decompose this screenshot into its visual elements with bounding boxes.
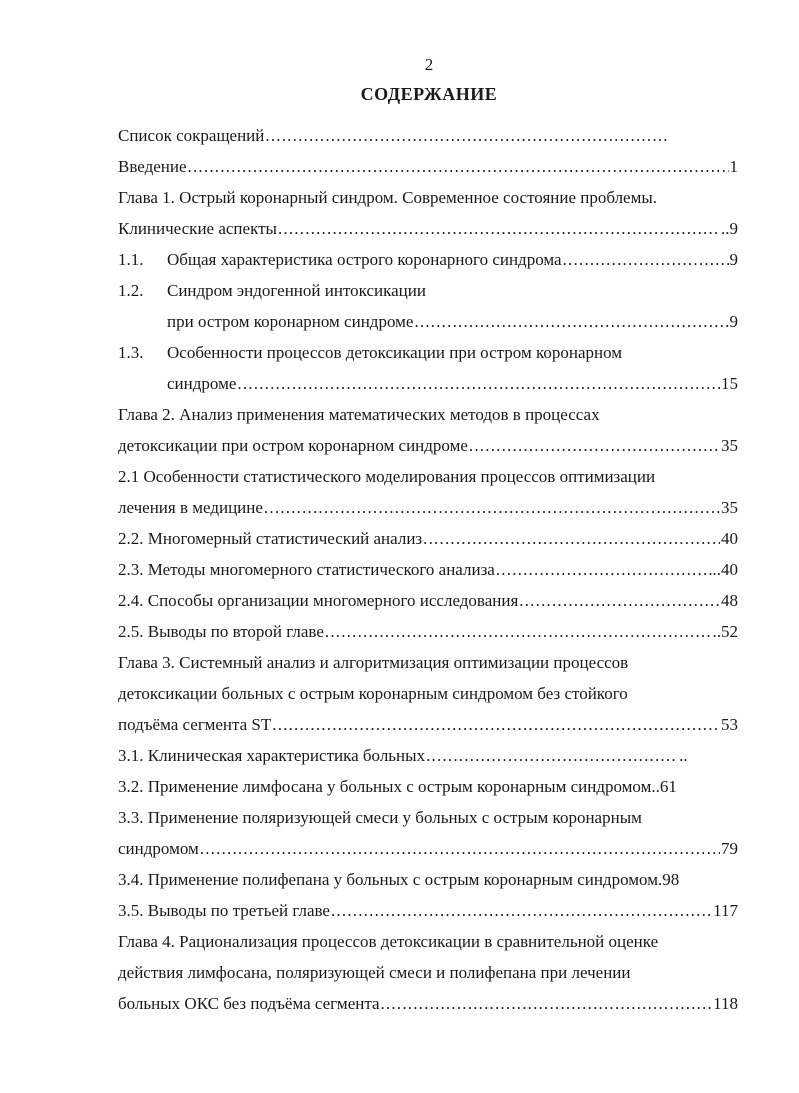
toc-page-number: 15 xyxy=(721,374,738,393)
toc-page-number: ..52 xyxy=(712,622,738,641)
toc-page-number: ..40 xyxy=(712,560,738,579)
toc-entry xyxy=(118,523,738,554)
toc-entry xyxy=(118,616,738,647)
toc-page-number: ..9 xyxy=(721,219,738,238)
toc-leader-dots xyxy=(331,895,712,926)
toc-entry-title: Глава 4. Рационализация процессов детоксикации в сравнительной оценке xyxy=(118,932,659,951)
toc-leader-dots xyxy=(423,523,720,554)
toc-page-number: 53 xyxy=(721,715,738,734)
toc-entry-title: Глава 1. Острый коронарный синдром. Современное состояние проблемы. xyxy=(118,188,658,207)
toc-entry-title: 2.4. Способы организации многомерного исследования xyxy=(118,591,519,610)
toc-page-number: 35 xyxy=(721,436,738,455)
toc-entry xyxy=(118,647,738,678)
toc-entry xyxy=(118,337,738,368)
table-of-contents xyxy=(118,120,738,1019)
toc-entry xyxy=(118,306,738,337)
toc-entry-title: 2.1 Особенности статистического моделирования процессов оптимизации xyxy=(118,467,656,486)
toc-leader-dots xyxy=(200,833,720,864)
page-title: СОДЕРЖАНИЕ xyxy=(360,84,498,104)
toc-entry-title: Глава 3. Системный анализ и алгоритмизация оптимизации процессов xyxy=(118,653,629,672)
toc-page-number: 79 xyxy=(721,839,738,858)
toc-entry-title: 3.2. Применение лимфосана у больных с острым коронарным синдромом..61 xyxy=(118,777,677,796)
toc-entry xyxy=(118,678,738,709)
toc-entry-title: 2.2. Многомерный статистический анализ xyxy=(118,529,423,548)
toc-entry-title: синдромом xyxy=(118,839,199,858)
toc-leader-dots xyxy=(469,430,720,461)
toc-entry-title: Список сокращений xyxy=(118,126,265,145)
toc-entry xyxy=(118,957,738,988)
toc-entry xyxy=(118,926,738,957)
toc-entry xyxy=(118,430,738,461)
toc-entry xyxy=(118,399,738,430)
toc-entry xyxy=(118,244,738,275)
toc-leader-dots xyxy=(381,988,713,1019)
toc-page-number: 35 xyxy=(721,498,738,517)
toc-leader-dots xyxy=(264,492,720,523)
toc-entry xyxy=(118,802,738,833)
toc-page-number: 117 xyxy=(713,901,738,920)
toc-entry-title: детоксикации при остром коронарном синдроме xyxy=(118,436,468,455)
toc-page-number: 9 xyxy=(729,312,738,331)
toc-entry xyxy=(118,771,738,802)
toc-entry-title: Клинические аспекты xyxy=(118,219,277,238)
toc-entry xyxy=(118,213,738,244)
toc-leader-dots xyxy=(237,368,720,399)
toc-entry xyxy=(118,864,738,895)
toc-entry-title: 2.5. Выводы по второй главе xyxy=(118,622,324,641)
toc-leader-dots xyxy=(265,120,669,151)
toc-entry xyxy=(118,895,738,926)
toc-entry-title: действия лимфосана, поляризующей смеси и полифепана при лечении xyxy=(118,963,631,982)
toc-entry xyxy=(118,461,738,492)
toc-leader-dots xyxy=(272,709,720,740)
toc-entry-title: Введение xyxy=(118,157,187,176)
toc-entry-title: 2.3. Методы многомерного статистического анализа xyxy=(118,560,495,579)
toc-leader-dots xyxy=(414,306,728,337)
toc-entry-title: 3.3. Применение поляризующей смеси у больных с острым коронарным xyxy=(118,808,642,827)
toc-entry xyxy=(118,492,738,523)
toc-entry-title: 3.1. Клиническая характеристика больных xyxy=(118,746,426,765)
toc-entry xyxy=(118,988,738,1019)
toc-page-number: 118 xyxy=(713,994,738,1013)
toc-leader-dots xyxy=(278,213,720,244)
toc-entry-title: 3.5. Выводы по третьей главе xyxy=(118,901,330,920)
toc-page-number: .. xyxy=(679,746,688,765)
toc-entry-title: Особенности процессов детоксикации при остром коронарном xyxy=(167,343,623,362)
toc-entry-title: детоксикации больных с острым коронарным синдромом без стойкого xyxy=(118,684,628,703)
toc-entry xyxy=(118,120,738,151)
toc-page-number: 40 xyxy=(721,529,738,548)
toc-entry xyxy=(118,585,738,616)
toc-entry xyxy=(118,709,738,740)
toc-leader-dots xyxy=(496,554,712,585)
toc-entry xyxy=(118,368,738,399)
toc-entry xyxy=(118,554,738,585)
toc-entry-title: при остром коронарном синдроме xyxy=(167,312,414,331)
toc-entry-title: лечения в медицине xyxy=(118,498,263,517)
toc-entry-title: Общая характеристика острого коронарного синдрома xyxy=(167,250,562,269)
toc-leader-dots xyxy=(563,244,729,275)
toc-entry-number: 1.2. xyxy=(118,281,144,300)
toc-entry-title: Глава 2. Анализ применения математических методов в процессах xyxy=(118,405,600,424)
toc-leader-dots xyxy=(426,740,678,771)
toc-entry-title: синдроме xyxy=(167,374,237,393)
toc-entry-title: Синдром эндогенной интоксикации xyxy=(167,281,426,300)
toc-leader-dots xyxy=(188,151,729,182)
toc-leader-dots xyxy=(519,585,720,616)
toc-entry-title: 3.4. Применение полифепана у больных с острым коронарным синдромом.98 xyxy=(118,870,680,889)
toc-entry-title: подъёма сегмента ST xyxy=(118,715,272,734)
toc-entry xyxy=(118,151,738,182)
toc-entry-number: 1.1. xyxy=(118,250,144,269)
toc-entry-number: 1.3. xyxy=(118,343,144,362)
toc-leader-dots xyxy=(325,616,712,647)
toc-page-number: 1 xyxy=(729,157,738,176)
toc-entry-title: больных ОКС без подъёма сегмента xyxy=(118,994,380,1013)
toc-page-number: 48 xyxy=(721,591,738,610)
toc-entry xyxy=(118,833,738,864)
page-number: 2 xyxy=(424,55,434,74)
toc-entry xyxy=(118,182,738,213)
toc-page-number: 9 xyxy=(729,250,738,269)
toc-entry xyxy=(118,275,738,306)
toc-entry xyxy=(118,740,738,771)
